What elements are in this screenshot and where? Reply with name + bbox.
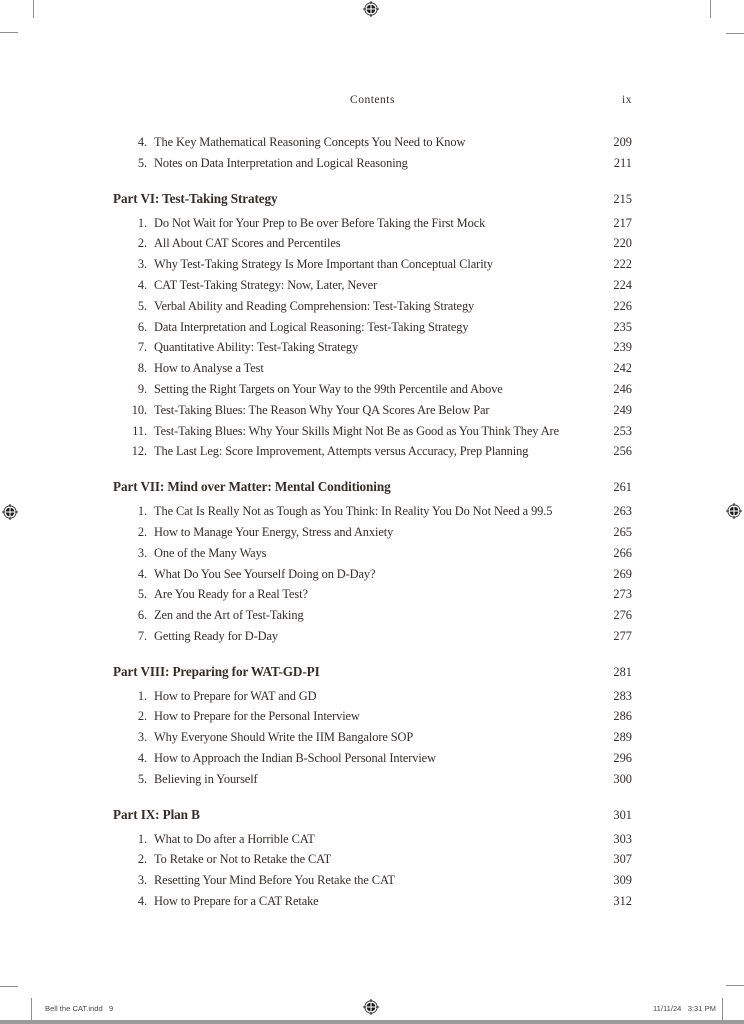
- entry-title: How to Prepare for a CAT Retake: [154, 894, 319, 909]
- entry-page-number: 296: [613, 751, 632, 766]
- entry-title: To Retake or Not to Retake the CAT: [154, 852, 332, 867]
- entry-title: How to Prepare for the Personal Interview: [154, 709, 360, 724]
- entry-number: 1.: [137, 215, 147, 230]
- entry-page-number: 222: [613, 257, 632, 272]
- entry-number: 10.: [131, 402, 147, 417]
- toc-entry: [113, 337, 632, 358]
- entry-title: CAT Test-Taking Strategy: Now, Later, Never: [154, 277, 378, 292]
- entry-page-number: 286: [613, 709, 632, 724]
- entry-page-number: 242: [613, 361, 632, 376]
- entry-number: 4.: [137, 894, 147, 909]
- toc-entry: [113, 153, 632, 174]
- entry-number: 4.: [137, 135, 147, 149]
- toc-entry: [113, 748, 632, 769]
- entry-title: Test-Taking Blues: Why Your Skills Might Not Be as Good as You Think They Are: [154, 423, 559, 438]
- entry-page-number: 253: [613, 423, 632, 438]
- entry-title: Resetting Your Mind Before You Retake the CAT: [154, 873, 395, 888]
- toc-entry: [113, 379, 632, 400]
- entry-number: 3.: [137, 730, 147, 745]
- entry-title: The Key Mathematical Reasoning Concepts You Need to Know: [154, 135, 466, 149]
- part-heading-page-number: 281: [613, 664, 632, 679]
- entry-page-number: 283: [613, 688, 632, 703]
- entry-title: Zen and the Art of Test-Taking: [154, 608, 304, 623]
- toc-entry: [113, 706, 632, 727]
- part-heading-page-number: 301: [613, 807, 632, 822]
- entry-page-number: 269: [613, 566, 632, 581]
- toc-entry: [113, 605, 632, 626]
- crop-mark: [33, 0, 34, 18]
- slug-timestamp: 11/11/24 3:31 PM: [652, 1004, 716, 1013]
- entry-page-number: 246: [613, 381, 632, 396]
- entry-page-number: 226: [613, 298, 632, 313]
- part-heading-title: Part IX: Plan B: [113, 806, 200, 822]
- registration-mark-icon: [726, 503, 742, 519]
- crop-mark: [726, 985, 744, 986]
- entry-title: What Do You See Yourself Doing on D-Day?: [154, 566, 376, 581]
- toc-entry: [113, 441, 632, 462]
- toc-entry: [113, 522, 632, 543]
- entry-page-number: 289: [613, 730, 632, 745]
- registration-mark-icon: [363, 1, 379, 17]
- slug-filename: Bell the CAT.indd 9: [45, 1004, 114, 1013]
- entry-number: 2.: [137, 524, 147, 539]
- entry-title: Test-Taking Blues: The Reason Why Your QA Scores Are Below Par: [154, 402, 490, 417]
- toc-entry: [113, 564, 632, 585]
- table-of-contents: [113, 132, 632, 912]
- entry-page-number: 217: [613, 215, 632, 230]
- entry-title: Notes on Data Interpretation and Logical Reasoning: [154, 155, 408, 170]
- entry-title: The Cat Is Really Not as Tough as You Think: In Reality You Do Not Need a 99.5: [154, 504, 553, 519]
- entry-title: Getting Ready for D-Day: [154, 628, 278, 643]
- entry-number: 7.: [137, 628, 147, 643]
- entry-number: 2.: [137, 236, 147, 251]
- part-heading-page-number: 215: [613, 191, 632, 206]
- toc-entry: [113, 727, 632, 748]
- toc-entry: [113, 275, 632, 296]
- entry-page-number: 276: [613, 608, 632, 623]
- entry-number: 1.: [137, 831, 147, 846]
- entry-number: 5.: [137, 587, 147, 602]
- toc-entry: [113, 584, 632, 605]
- entry-title: Data Interpretation and Logical Reasoning: Test-Taking Strategy: [154, 319, 469, 334]
- scan-edge: [0, 1020, 744, 1024]
- toc-entry: [113, 358, 632, 379]
- running-header: [113, 94, 632, 108]
- entry-number: 11.: [132, 423, 147, 438]
- entry-page-number: 256: [613, 444, 632, 459]
- entry-number: 4.: [137, 751, 147, 766]
- entry-page-number: 303: [613, 831, 632, 846]
- entry-number: 5.: [137, 298, 147, 313]
- entry-number: 6.: [137, 319, 147, 334]
- entry-number: 5.: [137, 771, 147, 786]
- toc-entry: [113, 317, 632, 338]
- crop-mark: [0, 32, 18, 33]
- entry-page-number: 277: [613, 628, 632, 643]
- toc-entry: [113, 501, 632, 522]
- entry-title: What to Do after a Horrible CAT: [154, 831, 315, 846]
- entry-title: Believing in Yourself: [154, 771, 258, 786]
- entry-page-number: 239: [613, 340, 632, 355]
- crop-mark: [710, 0, 711, 18]
- toc-entry: [113, 849, 632, 870]
- part-heading-title: Part VII: Mind over Matter: Mental Conditioning: [113, 479, 391, 495]
- entry-number: 1.: [137, 688, 147, 703]
- entry-title: How to Prepare for WAT and GD: [154, 688, 317, 703]
- part-heading: [113, 477, 632, 498]
- entry-number: 1.: [137, 504, 147, 519]
- entry-title: One of the Many Ways: [154, 545, 267, 560]
- entry-title: All About CAT Scores and Percentiles: [154, 236, 341, 251]
- entry-number: 3.: [137, 873, 147, 888]
- part-heading-title: Part VI: Test-Taking Strategy: [113, 190, 278, 206]
- toc-entry: [113, 543, 632, 564]
- toc-entry: [113, 626, 632, 647]
- entry-page-number: 263: [613, 504, 632, 519]
- page-title: Contents: [350, 94, 395, 106]
- entry-number: 2.: [137, 709, 147, 724]
- toc-entry: [113, 296, 632, 317]
- entry-title: How to Approach the Indian B-School Personal Interview: [154, 751, 436, 766]
- entry-page-number: 312: [613, 894, 632, 909]
- entry-page-number: 249: [613, 402, 632, 417]
- entry-page-number: 309: [613, 873, 632, 888]
- registration-mark-icon: [2, 504, 18, 520]
- entry-page-number: 224: [613, 277, 632, 292]
- toc-entry: [113, 233, 632, 254]
- toc-entry: [113, 213, 632, 234]
- entry-title: How to Analyse a Test: [154, 361, 264, 376]
- entry-page-number: 300: [613, 771, 632, 786]
- entry-page-number: 273: [613, 587, 632, 602]
- entry-page-number: 209: [613, 135, 632, 149]
- part-heading-title: Part VIII: Preparing for WAT-GD-PI: [113, 663, 320, 679]
- page-content: [113, 94, 632, 912]
- entry-title: Verbal Ability and Reading Comprehension: Test-Taking Strategy: [154, 298, 475, 313]
- crop-mark: [0, 986, 18, 987]
- entry-title: Are You Ready for a Real Test?: [154, 587, 308, 602]
- entry-number: 4.: [137, 277, 147, 292]
- entry-title: Quantitative Ability: Test-Taking Strategy: [154, 340, 359, 355]
- folio-page-number: ix: [622, 94, 632, 106]
- part-heading: [113, 189, 632, 210]
- registration-mark-icon: [363, 999, 379, 1015]
- entry-page-number: 220: [613, 236, 632, 251]
- entry-number: 8.: [137, 361, 147, 376]
- toc-entry: [113, 132, 632, 153]
- toc-entry: [113, 870, 632, 891]
- part-heading: [113, 662, 632, 683]
- part-heading-page-number: 261: [613, 480, 632, 495]
- entry-page-number: 235: [613, 319, 632, 334]
- crop-mark: [726, 33, 744, 34]
- toc-entry: [113, 421, 632, 442]
- toc-entry: [113, 400, 632, 421]
- entry-title: The Last Leg: Score Improvement, Attempts versus Accuracy, Prep Planning: [154, 444, 529, 459]
- entry-title: Why Test-Taking Strategy Is More Important than Conceptual Clarity: [154, 257, 493, 272]
- entry-title: Do Not Wait for Your Prep to Be over Before Taking the First Mock: [154, 215, 486, 230]
- entry-page-number: 307: [613, 852, 632, 867]
- part-heading: [113, 805, 632, 826]
- entry-title: How to Manage Your Energy, Stress and Anxiety: [154, 524, 394, 539]
- toc-entry: [113, 254, 632, 275]
- entry-page-number: 211: [613, 155, 632, 170]
- entry-number: 3.: [137, 257, 147, 272]
- toc-entry: [113, 829, 632, 850]
- entry-page-number: 265: [613, 524, 632, 539]
- entry-number: 9.: [137, 381, 147, 396]
- entry-number: 5.: [137, 155, 147, 170]
- entry-number: 4.: [137, 566, 147, 581]
- entry-title: Why Everyone Should Write the IIM Bangalore SOP: [154, 730, 414, 745]
- entry-page-number: 266: [613, 545, 632, 560]
- toc-entry: [113, 891, 632, 912]
- entry-number: 2.: [137, 852, 147, 867]
- entry-number: 3.: [137, 545, 147, 560]
- toc-entry: [113, 769, 632, 790]
- entry-number: 7.: [137, 340, 147, 355]
- entry-number: 6.: [137, 608, 147, 623]
- entry-number: 12.: [131, 444, 147, 459]
- toc-entry: [113, 686, 632, 707]
- entry-title: Setting the Right Targets on Your Way to the 99th Percentile and Above: [154, 381, 503, 396]
